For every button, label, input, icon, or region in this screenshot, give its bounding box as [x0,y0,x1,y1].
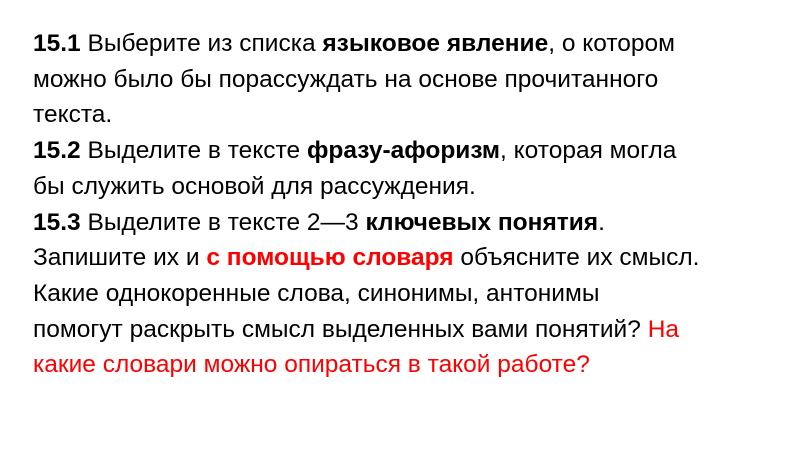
task-number-15-3: 15.3 [33,208,81,236]
key-term-language-phenomenon: языковое явление [322,30,549,57]
text-segment: объясните их смысл. [453,244,700,272]
task-15-2-line-1 [33,133,793,169]
task-15-3-line-5: какие словари можно опираться в такой работе? [33,351,590,379]
task-15-3-line-3: Какие однокоренные слова, синонимы, антонимы [33,279,600,307]
text-segment: Выделите в тексте [80,137,307,165]
text-segment: Запишите их и [33,244,207,272]
slide-content [33,26,793,383]
task-15-2-line-2: бы служить основой для рассуждения. [33,172,476,200]
text-segment: , которая могла [500,137,677,165]
task-15-1-line-1 [33,26,793,62]
text-segment: Выделите в тексте 2—3 [80,208,366,236]
task-number-15-1: 15.1 [33,30,81,57]
task-15-3-line-2 [33,240,793,276]
key-term-key-concepts: ключевых понятия [365,208,599,236]
text-segment: . [598,208,605,236]
task-number-15-2: 15.2 [33,137,81,165]
key-term-aphorism: фразу-афоризм [306,137,501,165]
highlight-with-dictionary: с помощью словаря [206,244,454,272]
red-question-start: На [647,315,680,343]
task-15-1-line-2: можно было бы порассуждать на основе прочитанного [33,65,659,93]
task-15-3-line-4 [33,312,793,348]
task-15-3-line-1 [33,205,793,241]
text-segment: , о котором [548,30,676,57]
text-segment: Выберите из списка [80,30,323,57]
text-segment: помогут раскрыть смысл выделенных вами понятий? [33,315,648,343]
task-15-1-line-3: текста. [33,101,113,129]
